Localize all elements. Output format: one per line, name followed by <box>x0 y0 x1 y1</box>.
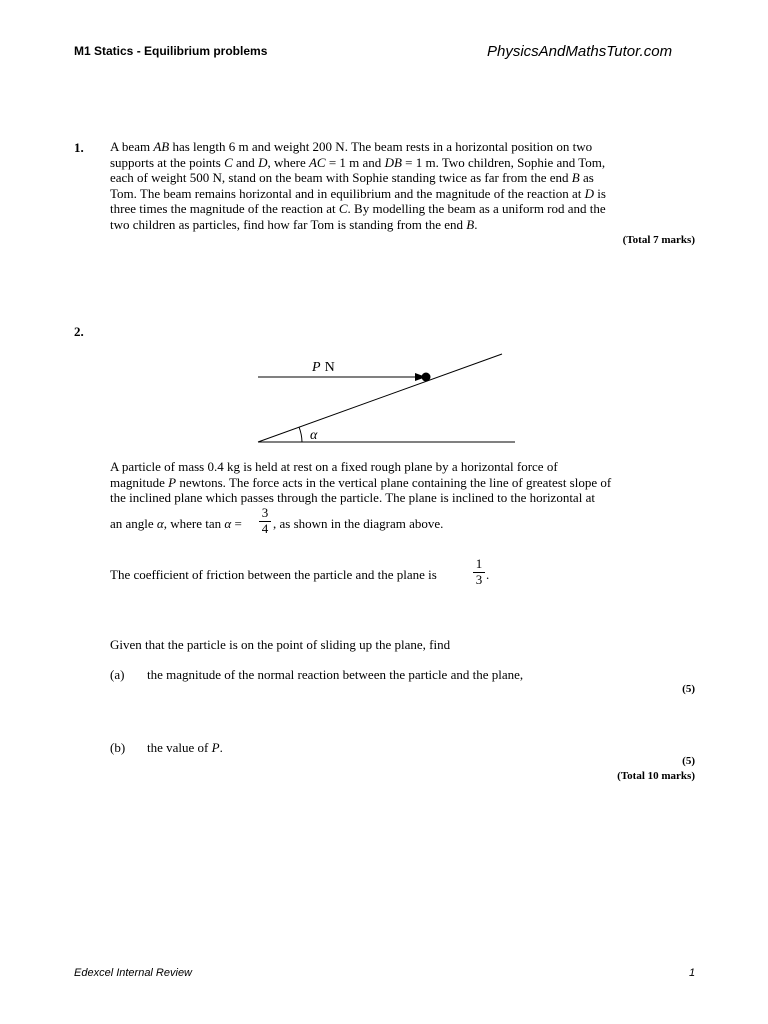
question-1-text-line: Tom. The beam remains horizontal and in equilibrium and the magnitude of the reaction at D is <box>110 185 606 201</box>
question-2-paragraph <box>110 459 710 506</box>
question-2-total-marks: (Total 10 marks) <box>617 770 695 782</box>
mu-fraction: 1 3 <box>472 557 486 587</box>
question-1-total-marks: (Total 7 marks) <box>622 234 695 246</box>
question-1-text-line: supports at the points C and D, where AC = 1 m and DB = 1 m. Two children, Sophie and Tom, <box>110 154 606 170</box>
question-1-text-line: A beam AB has length 6 m and weight 200 N. The beam rests in a horizontal position on two <box>110 139 593 154</box>
question-1-text-line: three times the magnitude of the reaction at C. By modelling the beam as a uniform rod and the <box>110 201 606 217</box>
part-b-label: (b) <box>110 740 126 755</box>
part-b-text: the value of P. <box>147 740 223 755</box>
part-b-marks: (5) <box>682 755 695 767</box>
question-2-text-line: A particle of mass 0.4 kg is held at rest on a fixed rough plane by a horizontal force of <box>110 459 558 474</box>
angle-arc <box>299 427 302 442</box>
question-1-lines <box>110 139 710 233</box>
page-number: 1 <box>689 967 696 979</box>
inclined-plane-line <box>258 354 502 442</box>
question-2-number: 2. <box>74 324 84 339</box>
part-a-label: (a) <box>110 667 125 682</box>
friction-statement: The coefficient of friction between the particle and the plane is <box>110 567 437 582</box>
question-1-text-line: two children as particles, find how far Tom is standing from the end B. <box>110 216 478 232</box>
part-a-text: the magnitude of the normal reaction between the particle and the plane, <box>147 667 524 682</box>
question-2-text-line: magnitude P newtons. The force acts in the vertical plane containing the line of greatest slope of <box>110 474 612 490</box>
angle-statement-end: , as shown in the diagram above. <box>273 516 444 531</box>
given-statement: Given that the particle is on the point of sliding up the plane, find <box>110 637 451 652</box>
part-a-marks: (5) <box>682 683 695 695</box>
force-label: P N <box>312 360 335 375</box>
question-1-number: 1. <box>74 140 84 155</box>
angle-statement-start: an angle α, where tan α = <box>110 516 242 531</box>
question-1-text <box>110 139 710 233</box>
header-site: PhysicsAndMathsTutor.com <box>487 43 673 60</box>
angle-label: α <box>310 428 318 443</box>
friction-statement-end: . <box>486 567 490 582</box>
particle-dot <box>422 373 431 382</box>
question-1-text-line: each of weight 500 N, stand on the beam with Sophie standing twice as far from the end B as <box>110 170 594 186</box>
footer-source: Edexcel Internal Review <box>74 967 193 979</box>
inclined-plane-diagram <box>250 348 520 448</box>
header-title: M1 Statics - Equilibrium problems <box>74 44 268 58</box>
question-2-text-line: the inclined plane which passes through the particle. The plane is inclined to the horizontal at <box>110 490 595 506</box>
tan-fraction: 3 4 <box>258 506 272 536</box>
question-2-lines <box>110 459 710 506</box>
